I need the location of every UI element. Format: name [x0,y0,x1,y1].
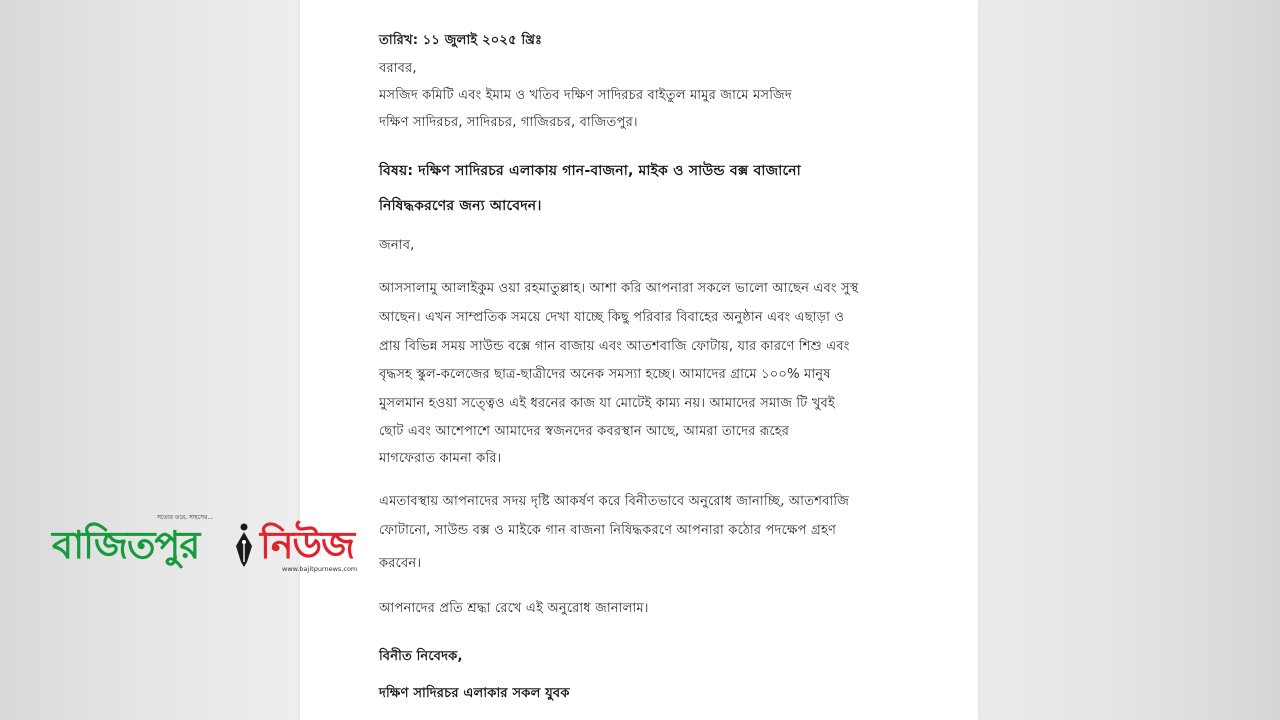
body-line: প্রায় বিভিন্ন সময় সাউন্ড বক্সে গান বাজায় এবং আতশবাজি ফোটায়, যার কারণে শিশু এবং [379,339,850,354]
body-line: আসসালামু আলাইকুম ওয়া রহমাতুল্লাহ। আশা করি আপনারা সকলে ভালো আছেন এবং সুস্থ [379,281,859,296]
letter-date: তারিখ: ১১ জুলাই ২০২৫ খ্রিঃ [379,33,543,48]
letter-subject-line-2: নিষিদ্ধকরণের জন্য আবেদন। [379,198,542,214]
body-line: এমতাবস্থায় আপনাদের সদয় দৃষ্টি আকর্ষণ করে বিনীতভাবে অনুরোধ জানাচ্ছি, আতশবাজি [379,494,850,509]
logo-name-part-1: বাজিতপুর [52,523,200,567]
letter-subject-line-1: বিষয়: দক্ষিণ সাদিরচর এলাকায় গান-বাজনা, মাইক ও সাউন্ড বক্স বাজানো [379,163,801,179]
body-line: করবেন। [379,556,422,571]
body-line: মাগফেরাত কামনা করি। [379,451,502,466]
body-line: আছেন। এখন সাম্প্রতিক সময়ে দেখা যাচ্ছে কিছু পরিবার বিবাহের অনুষ্ঠান এবং এছাড়া ও [379,310,845,325]
letter-to: বরাবর, [379,61,417,76]
body-line: ছোট এবং আশেপাশে আমাদের স্বজনদের কবরস্থান আছে, আমরা তাদের রূহের [379,424,790,439]
letter-closing-line: আপনাদের প্রতি শ্রদ্ধা রেখে এই অনুরোধ জানালাম। [379,601,649,616]
body-line: বৃদ্ধসহ স্কুল-কলেজের ছাত্র-ছাত্রীদের অনেক সমস্যা হচ্ছে। আমাদের গ্রামে ১০০% মানুষ [379,367,831,382]
bajitpur-news-logo [52,512,372,576]
letter-sign-off: বিনীত নিবেদক, [379,649,463,664]
logo-name-part-2: নিউজ [260,523,355,567]
letter-page [300,0,978,720]
letter-signatory: দক্ষিণ সাদিরচর এলাকার সকল যুবক [379,686,570,701]
pen-nib-icon [233,522,255,568]
letter-salutation: জনাব, [379,238,415,253]
letter-recipient: মসজিদ কমিটি এবং ইমাম ও খতিব দক্ষিণ সাদিরচর বাইতুল মামুর জামে মসজিদ [379,88,792,103]
logo-tagline: সত্যের তরে, সাহসের... [157,514,214,521]
body-line: ফোটানো, সাউন্ড বক্স ও মাইকে গান বাজনা নিষিদ্ধকরণে আপনারা কঠোর পদক্ষেপ গ্রহণ [379,523,837,538]
logo-url: www.bajitpurnews.com [282,565,358,573]
letter-address: দক্ষিণ সাদিরচর, সাদিরচর, গাজিরচর, বাজিতপুর। [379,115,638,130]
body-line: মুসলমান হওয়া সত্ত্বেও এই ধরনের কাজ যা মোটেই কাম্য নয়। আমাদের সমাজ টি খুবই [379,396,835,411]
